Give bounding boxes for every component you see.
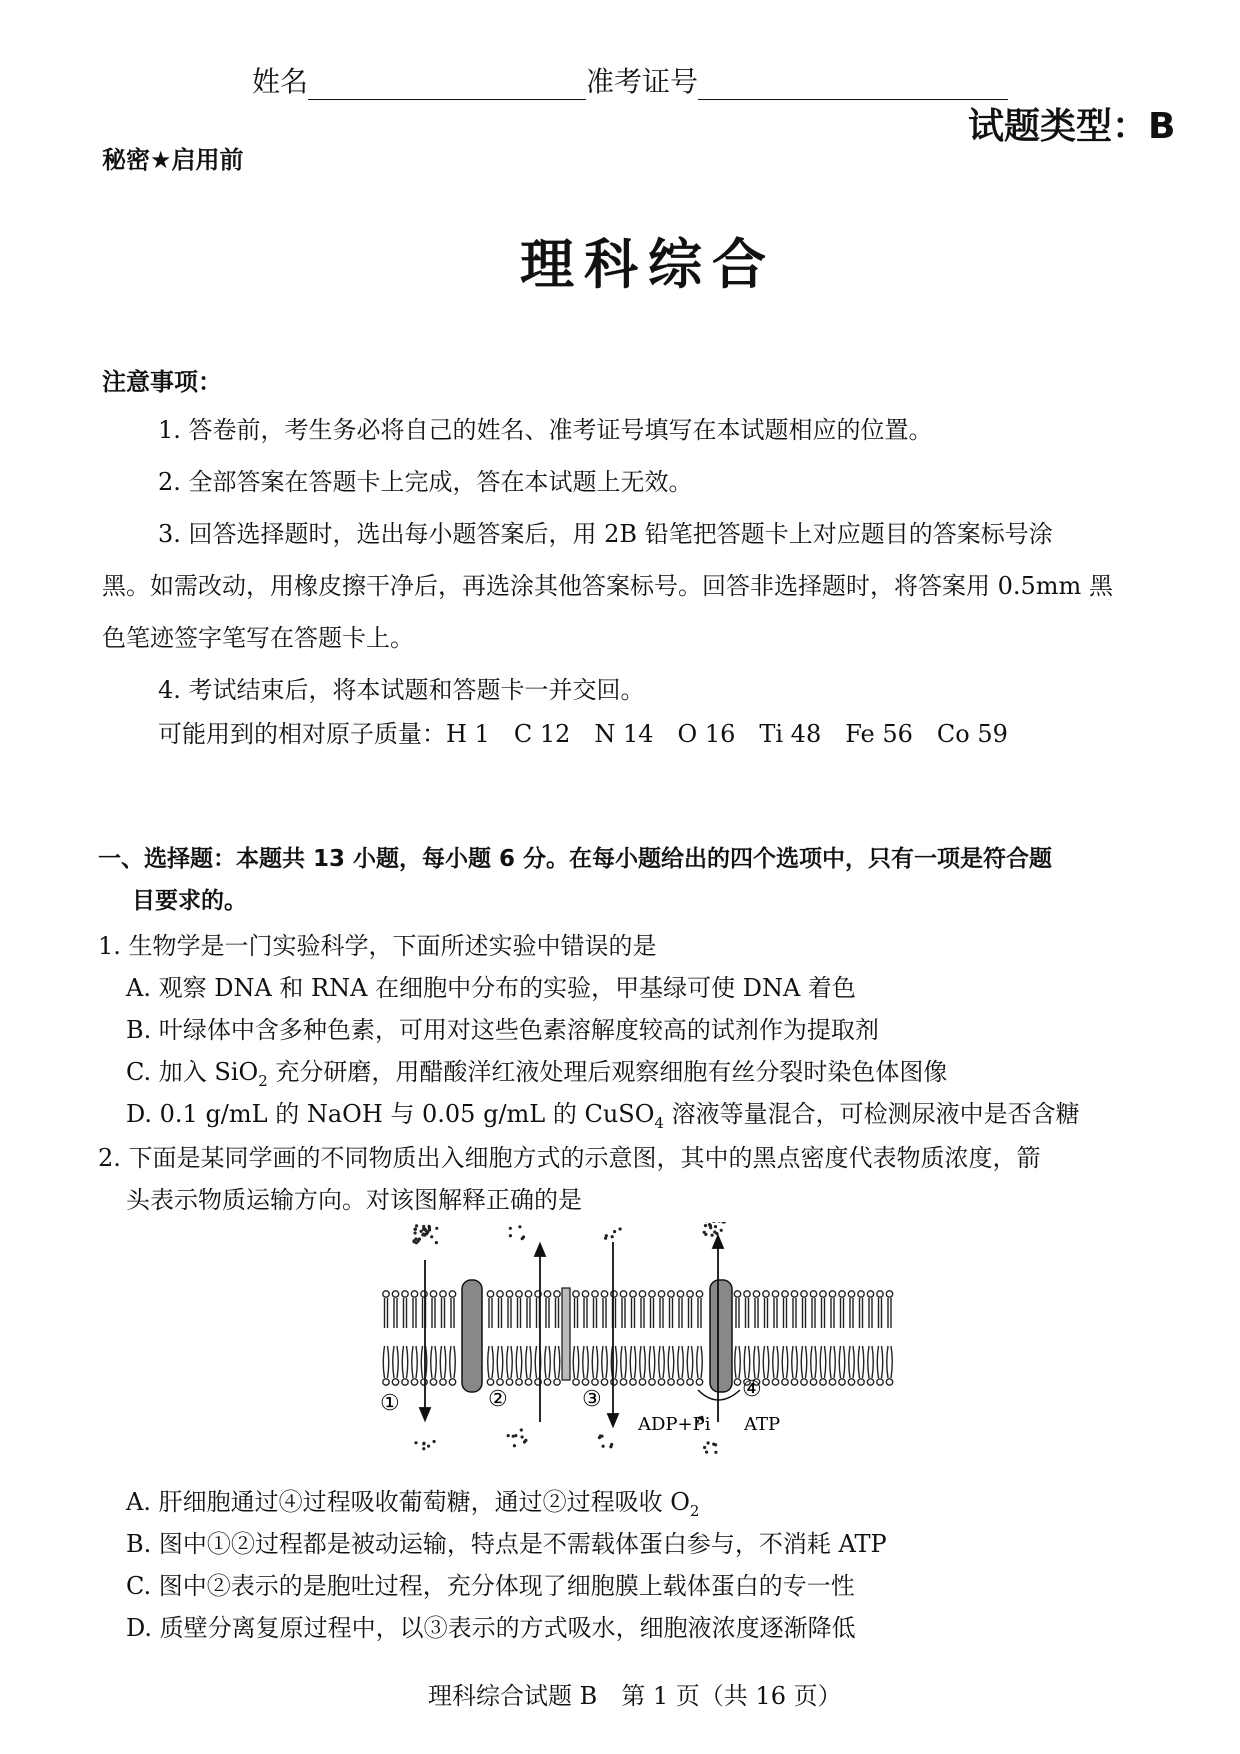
solute-dot [422,1442,425,1445]
solute-dot [426,1231,429,1234]
phospholipid-tail [869,1298,872,1328]
phospholipid-tail [442,1298,445,1328]
solute-dot [523,1440,526,1443]
phospholipid-head [649,1379,655,1385]
option-d-subscript: 4 [654,1113,664,1132]
pore-2 [562,1288,570,1380]
phospholipid-tail [603,1298,606,1328]
phospholipid-tail [649,1346,655,1378]
phospholipid-head [525,1291,531,1297]
phospholipid-tail [698,1298,701,1328]
notice-item-3-line2: 黑。如需改动，用橡皮擦干净后，再选涂其他答案标号。回答非选择题时，将答案用 0.5mm 黑 [102,572,1113,600]
phospholipid-head [820,1379,826,1385]
question-2-option-b: B. 图中①②过程都是被动运输，特点是不需载体蛋白参与，不消耗 ATP [126,1530,887,1558]
phospholipid-tail [793,1298,796,1328]
phospholipid-head [582,1379,588,1385]
phospholipid-tail [687,1346,693,1378]
notice-item-1: 1. 答卷前，考生务必将自己的姓名、准考证号填写在本试题相应的位置。 [158,416,933,444]
phospholipid-tail [575,1298,578,1328]
arrow-4-head [713,1236,723,1248]
phospholipid-tail [537,1298,540,1328]
phospholipid-tail [850,1298,853,1328]
phospholipid-head [734,1379,740,1385]
solute-dot [713,1230,716,1233]
name-label: 姓名 [252,65,309,98]
carrier-protein-4 [710,1280,732,1392]
phospholipid-head [497,1291,503,1297]
phospholipid-tail [678,1346,684,1378]
solute-dot [704,1233,707,1236]
phospholipid-tail [545,1346,551,1378]
phospholipid-head [772,1291,778,1297]
phospholipid-tail [450,1346,456,1378]
phospholipid-tail [811,1346,817,1378]
phospholipid-head [744,1291,750,1297]
phospholipid-tail [431,1346,437,1378]
phospholipid-head [402,1379,408,1385]
solute-dot [422,1225,425,1228]
phospholipid-head [858,1291,864,1297]
exam-id-blank[interactable] [698,75,1008,100]
solute-dot [420,1230,423,1233]
solute-dot [602,1445,605,1448]
phospholipid-tail [640,1346,646,1378]
phospholipid-tail [507,1346,513,1378]
phospholipid-head [430,1379,436,1385]
notice-item-2: 2. 全部答案在答题卡上完成，答在本试题上无效。 [158,468,693,496]
question-2-option-d: D. 质壁分离复原过程中，以③表示的方式吸水，细胞液浓度逐渐降低 [126,1614,856,1642]
phospholipid-tail [839,1346,845,1378]
solute-dot [427,1445,430,1448]
phospholipid-tail [689,1298,692,1328]
solute-dot [522,1235,525,1238]
phospholipid-tail [877,1346,883,1378]
solute-dot [417,1239,420,1242]
phospholipid-head [411,1291,417,1297]
phospholipid-head [782,1379,788,1385]
confidential-label: 秘密★启用前 [102,146,244,174]
phospholipid-head [582,1291,588,1297]
solute-dot [433,1440,436,1443]
phospholipid-head [810,1291,816,1297]
phospholipid-head [506,1291,512,1297]
phospholipid-tail [611,1346,617,1378]
question-2-stem-line1: 2. 下面是某同学画的不同物质出入细胞方式的示意图，其中的黑点密度代表物质浓度，箭 [98,1144,1041,1172]
phospholipid-tail [421,1346,427,1378]
phospholipid-tail [440,1346,446,1378]
phospholipid-head [630,1291,636,1297]
phospholipid-tail [754,1346,760,1378]
phospholipid-tail [554,1346,560,1378]
solute-dot [521,1435,524,1438]
paper-type: 试题类型：B [968,106,1176,147]
phospholipid-tail [849,1346,855,1378]
solute-dot [711,1234,714,1237]
phospholipid-head [449,1379,455,1385]
phospholipid-tail [660,1298,663,1328]
section-heading-line2: 目要求的。 [132,888,247,914]
solute-dot [423,1228,426,1231]
phospholipid-tail [887,1346,893,1378]
phospholipid-tail [735,1346,741,1378]
phospholipid-head [620,1291,626,1297]
phospholipid-head [516,1291,522,1297]
phospholipid-head [544,1379,550,1385]
phospholipid-head [829,1379,835,1385]
phospholipid-head [668,1291,674,1297]
page-footer: 理科综合试题 B 第 1 页（共 16 页） [428,1682,842,1710]
phospholipid-tail [413,1298,416,1328]
phospholipid-tail [488,1346,494,1378]
phospholipid-tail [602,1346,608,1378]
phospholipid-tail [508,1298,511,1328]
phospholipid-head [383,1291,389,1297]
phospholipid-head [516,1379,522,1385]
phospholipid-tail [659,1346,665,1378]
phospholipid-head [421,1379,427,1385]
phospholipid-tail [592,1346,598,1378]
solute-dot [609,1445,612,1448]
phospholipid-tail [518,1298,521,1328]
option-d-text-pre: D. 0.1 g/mL 的 NaOH 与 0.05 g/mL 的 CuSO [126,1100,655,1128]
phospholipid-tail [622,1298,625,1328]
phospholipid-head [839,1379,845,1385]
phospholipid-head [839,1291,845,1297]
phospholipid-tail [451,1298,454,1328]
notice-heading: 注意事项： [102,368,222,396]
channel-protein-1 [462,1280,482,1392]
solute-dot [605,1234,608,1237]
phospholipid-tail [812,1298,815,1328]
phospholipid-tail [736,1298,739,1328]
solute-dot [507,1434,510,1437]
solute-dot [707,1441,710,1444]
phospholipid-tail [801,1346,807,1378]
option-c-text-pre: C. 加入 SiO [126,1058,259,1086]
solute-dot [415,1224,418,1227]
question-1-option-d [126,1094,1080,1132]
phospholipid-tail [584,1298,587,1328]
phospholipid-tail [763,1346,769,1378]
notice-item-4: 4. 考试结束后，将本试题和答题卡一并交回。 [158,676,645,704]
phospholipid-head [820,1291,826,1297]
phospholipid-tail [621,1346,627,1378]
phospholipid-head [392,1379,398,1385]
phospholipid-tail [860,1298,863,1328]
solute-dot [714,1451,717,1454]
option-c-text-post: 充分研磨，用醋酸洋红液处理后观察细胞有丝分裂时染色体图像 [267,1058,948,1086]
phospholipid-head [440,1291,446,1297]
solute-dot [435,1241,438,1244]
phospholipid-tail [679,1298,682,1328]
solute-dot [520,1428,523,1431]
phospholipid-head [677,1379,683,1385]
phospholipid-tail [822,1298,825,1328]
phospholipid-head [497,1379,503,1385]
phospholipid-head [772,1379,778,1385]
solute-dot [720,1229,723,1232]
phospholipid-head [858,1379,864,1385]
phospholipid-tail [670,1298,673,1328]
solute-dot [599,1434,602,1437]
label-1: ① [380,1391,400,1416]
atomic-mass-line: 可能用到的相对原子质量：H 1 C 12 N 14 O 16 Ti 48 Fe 56 Co 59 [158,720,1008,748]
phospholipid-tail [394,1298,397,1328]
phospholipid-head [573,1379,579,1385]
question-1-option-b: B. 叶绿体中含多种色素，可用对这些色素溶解度较高的试剂作为提取剂 [126,1016,879,1044]
phospholipid-head [573,1291,579,1297]
solute-dot [421,1233,424,1236]
notice-item-3-line1: 3. 回答选择题时，选出每小题答案后，用 2B 铅笔把答题卡上对应题目的答案标号涂 [158,520,1053,548]
phospholipid-head [886,1291,892,1297]
phospholipid-tail [385,1298,388,1328]
phospholipid-tail [516,1346,522,1378]
phospholipid-head [639,1291,645,1297]
phospholipid-tail [841,1298,844,1328]
phospholipid-head [611,1379,617,1385]
phospholipid-head [411,1379,417,1385]
question-2-option-c: C. 图中②表示的是胞吐过程，充分体现了细胞膜上载体蛋白的专一性 [126,1572,855,1600]
phospholipid-head [383,1379,389,1385]
phospholipid-tail [765,1298,768,1328]
phospholipid-head [658,1379,664,1385]
solute-dot [414,1227,417,1230]
phospholipid-tail [573,1346,579,1378]
phospholipid-tail [412,1346,418,1378]
solute-dot [714,1443,717,1446]
phospholipid-tail [393,1346,399,1378]
phospholipid-head [668,1379,674,1385]
phospholipid-tail [489,1298,492,1328]
name-field [252,60,1008,100]
label-2: ② [488,1387,508,1412]
phospholipid-tail [499,1298,502,1328]
phospholipid-head [696,1291,702,1297]
phospholipid-tail [404,1298,407,1328]
phospholipid-head [544,1291,550,1297]
section-heading-line1: 一、选择题：本题共 13 小题，每小题 6 分。在每小题给出的四个选项中，只有一项是符合题 [98,846,1053,872]
option-c-subscript: 2 [258,1071,268,1090]
solute-dot [518,1225,521,1228]
phospholipid-tail [668,1346,674,1378]
phospholipid-tail [831,1298,834,1328]
phospholipid-head [639,1379,645,1385]
solute-dot [709,1224,712,1227]
phospholipid-head [611,1291,617,1297]
phospholipid-head [867,1379,873,1385]
phospholipid-tail [527,1298,530,1328]
phospholipid-head [810,1379,816,1385]
q2-option-a-subscript: 2 [689,1501,700,1520]
phospholipid-tail [774,1298,777,1328]
phospholipid-head [753,1291,759,1297]
phospholipid-tail [879,1298,882,1328]
adp-pi-label: ADP+Pi [638,1414,711,1435]
phospholipid-head [487,1291,493,1297]
phospholipid-head [525,1379,531,1385]
phospholipid-tail [556,1298,559,1328]
solute-dot [704,1224,707,1227]
page-title: 理科综合 [520,232,776,296]
atp-label: ATP [744,1414,781,1435]
q2-option-a-text: A. 肝细胞通过④过程吸收葡萄糖，通过②过程吸收 O [126,1488,690,1516]
phospholipid-head [402,1291,408,1297]
solute-dot [509,1227,512,1230]
phospholipid-head [763,1379,769,1385]
phospholipid-head [601,1291,607,1297]
membrane-transport-figure [380,1222,900,1462]
phospholipid-head [696,1379,702,1385]
phospholipid-tail [526,1346,532,1378]
phospholipid-head [687,1291,693,1297]
solute-dot [509,1234,512,1237]
question-1-option-a: A. 观察 DNA 和 RNA 在细胞中分布的实验，甲基绿可使 DNA 着色 [126,974,856,1002]
phospholipid-tail [402,1346,408,1378]
arrow-1-head [420,1408,430,1420]
phospholipid-head [506,1379,512,1385]
phospholipid-tail [773,1346,779,1378]
solute-dot [703,1446,706,1449]
question-2-stem-line2: 头表示物质运输方向。对该图解释正确的是 [126,1186,582,1214]
solute-dot [435,1227,438,1230]
phospholipid-tail [784,1298,787,1328]
phospholipid-head [782,1291,788,1297]
phospholipid-tail [746,1298,749,1328]
solute-dot [414,1441,417,1444]
phospholipid-head [677,1291,683,1297]
phospholipid-tail [697,1346,703,1378]
arrow-3-head [608,1414,618,1426]
question-1-stem: 1. 生物学是一门实验科学，下面所述实验中错误的是 [98,932,657,960]
phospholipid-head [592,1379,598,1385]
solute-dot [613,1230,616,1233]
phospholipid-tail [594,1298,597,1328]
phospholipid-head [886,1379,892,1385]
phospholipid-tail [782,1346,788,1378]
phospholipid-head [392,1291,398,1297]
phospholipid-head [801,1379,807,1385]
phospholipid-tail [744,1346,750,1378]
phospholipid-head [592,1291,598,1297]
label-3: ③ [582,1387,602,1412]
name-blank[interactable] [308,75,586,100]
phospholipid-head [791,1379,797,1385]
solute-dot [512,1435,515,1438]
phospholipid-tail [820,1346,826,1378]
phospholipid-tail [868,1346,874,1378]
phospholipid-tail [803,1298,806,1328]
solute-dot [422,1447,425,1450]
question-2-option-a [126,1482,699,1520]
solute-dot [717,1222,720,1223]
phospholipid-head [687,1379,693,1385]
phospholipid-head [877,1379,883,1385]
phospholipid-head [848,1379,854,1385]
phospholipid-head [877,1291,883,1297]
phospholipid-tail [858,1346,864,1378]
solute-dot [619,1227,622,1230]
solute-dot [414,1231,417,1234]
question-1-option-c [126,1052,947,1090]
phospholipid-head [430,1291,436,1297]
phospholipid-head [449,1291,455,1297]
phospholipid-head [620,1379,626,1385]
phospholipid-tail [641,1298,644,1328]
phospholipid-head [649,1291,655,1297]
phospholipid-head [440,1379,446,1385]
phospholipid-tail [755,1298,758,1328]
phospholipid-tail [583,1346,589,1378]
phospholipid-head [829,1291,835,1297]
arrow-2-head [535,1244,545,1256]
solute-dot [712,1222,715,1223]
solute-dot [413,1240,416,1243]
label-4: ④ [742,1377,762,1402]
phospholipid-head [421,1291,427,1297]
solute-dot [513,1444,516,1447]
phospholipid-tail [830,1346,836,1378]
phospholipid-tail [888,1298,891,1328]
phospholipid-head [801,1291,807,1297]
phospholipid-tail [792,1346,798,1378]
exam-id-label: 准考证号 [586,65,699,98]
phospholipid-tail [432,1298,435,1328]
phospholipid-tail [497,1346,503,1378]
solute-dot [705,1451,708,1454]
phospholipid-head [734,1291,740,1297]
phospholipid-head [848,1291,854,1297]
phospholipid-head [601,1379,607,1385]
phospholipid-head [487,1379,493,1385]
phospholipid-head [763,1291,769,1297]
solute-dot [430,1235,433,1238]
phospholipid-tail [630,1346,636,1378]
phospholipid-tail [546,1298,549,1328]
phospholipid-head [791,1291,797,1297]
notice-item-3-line3: 色笔迹签字笔写在答题卡上。 [102,624,414,652]
phospholipid-head [554,1379,560,1385]
phospholipid-head [658,1291,664,1297]
phospholipid-head [867,1291,873,1297]
phospholipid-tail [651,1298,654,1328]
phospholipid-bilayer [383,1291,893,1385]
solute-dot [611,1235,614,1238]
phospholipid-tail [632,1298,635,1328]
option-d-text-post: 溶液等量混合，可检测尿液中是否含糖 [663,1100,1080,1128]
phospholipid-head [554,1291,560,1297]
solute-dot [714,1225,717,1228]
phospholipid-head [630,1379,636,1385]
phospholipid-tail [383,1346,389,1378]
